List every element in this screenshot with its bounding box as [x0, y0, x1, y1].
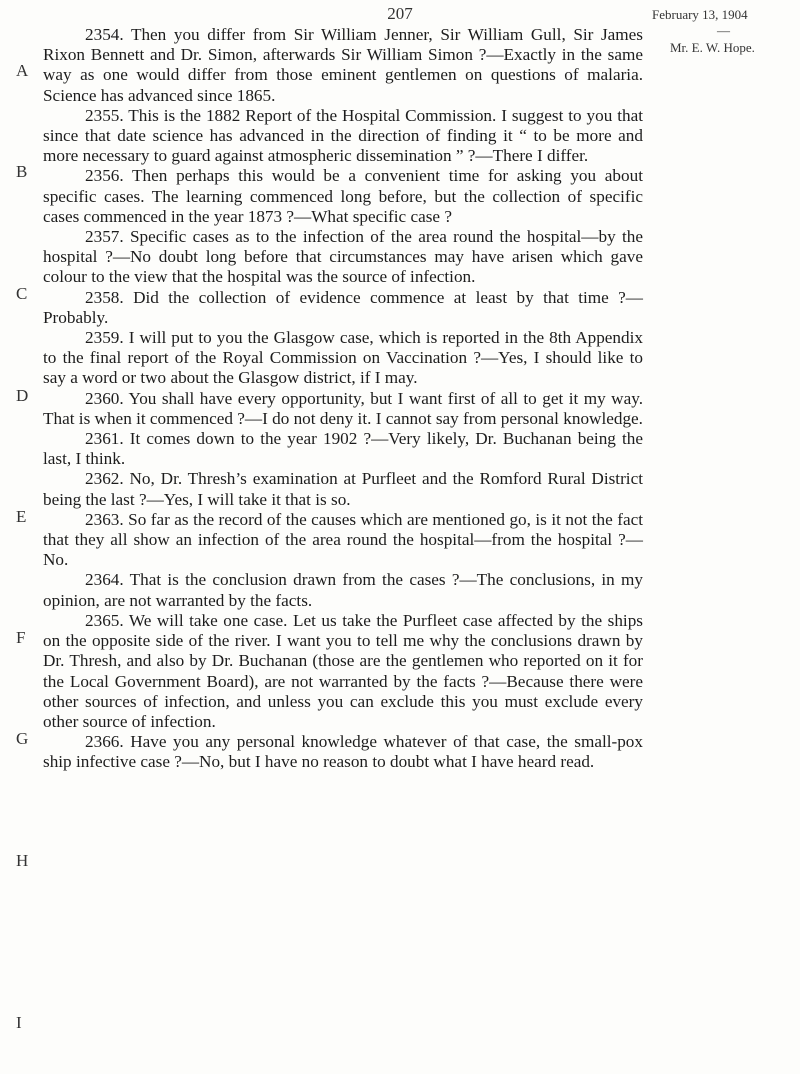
page-number: 207: [387, 4, 413, 23]
paragraph-2365: 2365. We will take one case. Let us take the Purfleet case affected by the ships on the opposite side of the river. I want you to tell me why the conclusions drawn by Dr. Thresh, and also by Dr. Buchanan (those are the gentlemen who reported on it for the Local Government Board), are not warranted by the facts ?—Because there were other sources of infection, and unless you can exclude this you must exclude every other source of infection.: [43, 610, 643, 731]
margin-letter-i: I: [16, 1013, 22, 1032]
paragraph-2366: 2366. Have you any personal knowledge whatever of that case, the small-pox ship infective case ?—No, but I have no reason to doubt what I have heard read.: [43, 732, 643, 772]
margin-letter-e: E: [16, 507, 27, 526]
margin-letter-b: B: [16, 162, 28, 181]
margin-letter-h: H: [16, 851, 29, 870]
paragraph-2355: 2355. This is the 1882 Report of the Hospital Commission. I suggest to you that since that date science has advanced in the direction of finding it “ to be more and more necessary to guard against atmospheric dissemination ” ?—There I differ.: [43, 105, 643, 166]
margin-letter-a: A: [16, 61, 29, 80]
side-note-witness: Mr. E. W. Hope.: [670, 40, 755, 55]
side-note-dash: —: [717, 23, 730, 38]
paragraph-2361: 2361. It comes down to the year 1902 ?—Very likely, Dr. Buchanan being the last, I think.: [43, 429, 643, 469]
margin-letter-f: F: [16, 628, 26, 647]
margin-letter-g: G: [16, 729, 29, 748]
paragraph-2357: 2357. Specific cases as to the infection of the area round the hospital—by the hospital ?—No doubt long before that circumstances may have arisen which gave colour to the view that the hospital was the source of infection.: [43, 227, 643, 287]
paragraph-2362: 2362. No, Dr. Thresh’s examination at Purfleet and the Romford Rural District being the last ?—Yes, I will take it that is so.: [43, 469, 643, 509]
testimony-body: [43, 25, 643, 773]
side-note-date: February 13, 1904: [652, 7, 748, 22]
margin-letter-d: D: [16, 386, 29, 405]
paragraph-2360: 2360. You shall have every opportunity, but I want first of all to get it my way. That is when it commenced ?—I do not deny it. I cannot say from personal knowledge.: [43, 388, 643, 428]
paragraph-2359: 2359. I will put to you the Glasgow case, which is reported in the 8th Appendix to the final report of the Royal Commission on Vaccination ?—Yes, I should like to say a word or two about the Glasgow district, if I may.: [43, 328, 643, 388]
paragraph-2354: 2354. Then you differ from Sir William Jenner, Sir William Gull, Sir James Rixon Bennett and Dr. Simon, afterwards Sir William Simon ?—Exactly in the same way as one would differ from those eminent gentlemen on questions of malaria. Science has advanced since 1865.: [43, 25, 643, 105]
paragraph-2358: 2358. Did the collection of evidence commence at least by that time ?—Probably.: [43, 287, 643, 327]
paragraph-2364: 2364. That is the conclusion drawn from the cases ?—The conclusions, in my opinion, are not warranted by the facts.: [43, 570, 643, 610]
paragraph-2356: 2356. Then perhaps this would be a convenient time for asking you about specific cases. The learning commenced long before, but the collection of specific cases commenced in the year 1873 ?—What specific case ?: [43, 166, 643, 226]
margin-letter-c: C: [16, 284, 28, 303]
paragraph-2363: 2363. So far as the record of the causes which are mentioned go, is it not the fact that they all show an infection of the area round the hospital—from the hospital ?—No.: [43, 509, 643, 570]
